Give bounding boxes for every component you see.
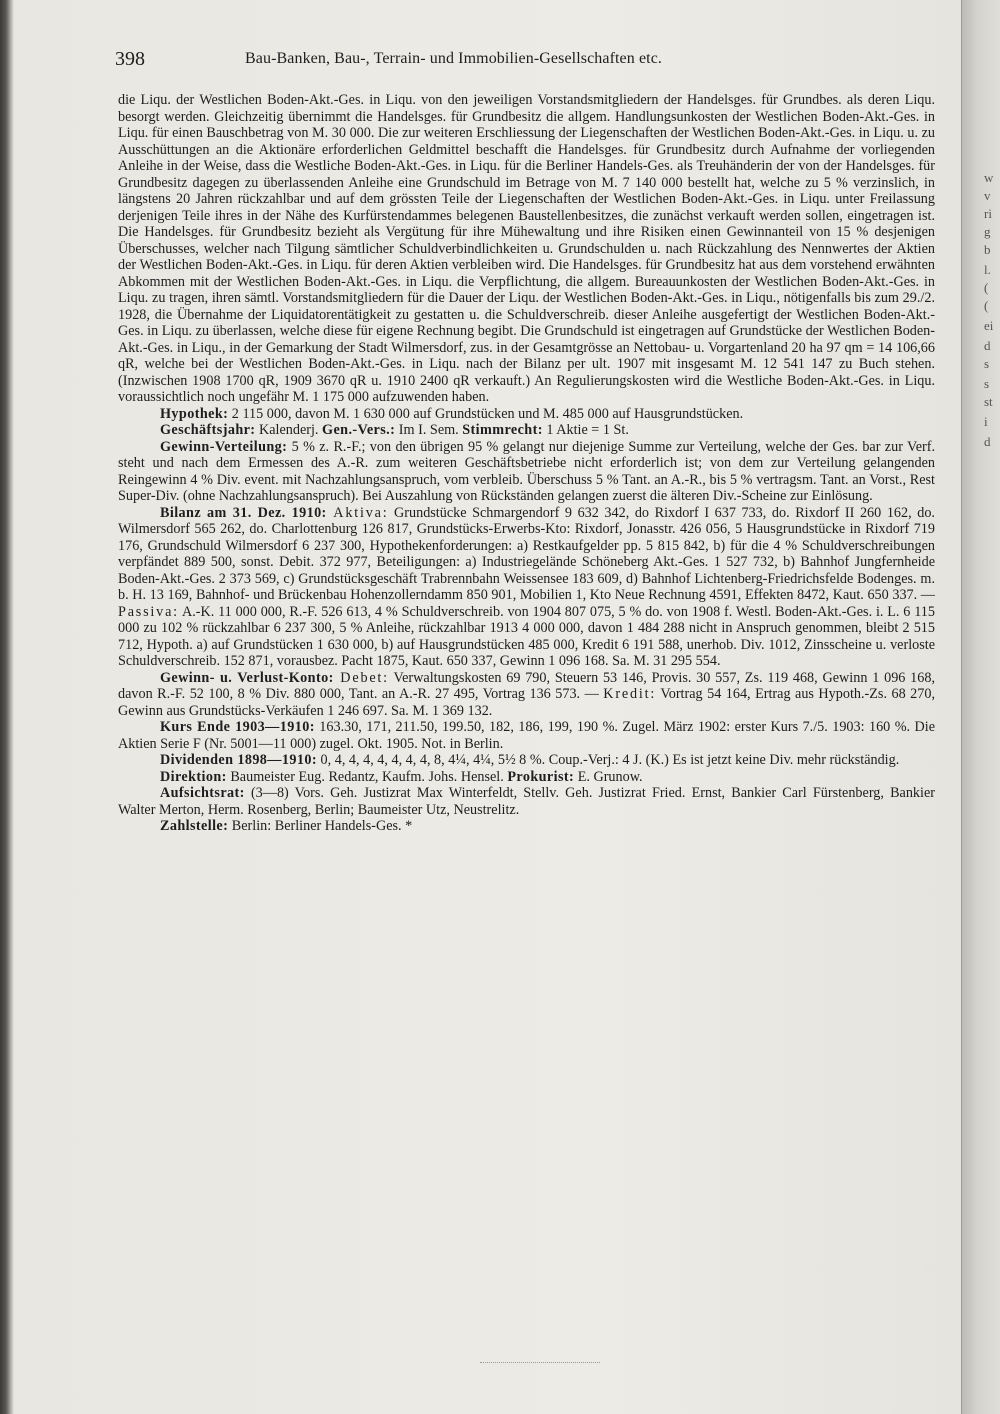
aktiva-text: Grundstücke Schmargendorf 9 632 342, do Rixdorf I 637 733, do. Rixdorf II 260 162, do. Wilmersdorf 565 262, do. Charlottenburg 126 817, Grundstücks-Erwerbs-Kto: Rixdorf, Jonasstr. 426 056, 5 Hausgrundstücke in Rixdorf 719 176, Grundschuld Wilmersdorf 6 237 300, Hypothekenforderungen: a) Restkaufgelder pp. 5 815 842, b) für die 4 % Schuldverschreibungen verpfändet 889 500, sonst. Debit. 372 977, Beteiligungen: a) Industriegelände Schöneberg Akt.-Ges. 1 527 732, b) Bahnhof Jungfernheide Boden-Akt.-Ges. 2 373 569, c) Grundstücksgeschäft Trabrennbahn Weissensee 183 609, d) Bahnhof Lichtenberg-Friedrichsfelde Bodenges. m. b. H. 13 169, Bahnhof- und Brückenbau Hohenzollerndamm 850 901, Mobilien 1, Kto Neue Rechnung 4591, Effekten 8472, Kaut. 650 337. — xyxy=(118,504,935,603)
debet-text: Verwaltungskosten 69 790, Steuern 53 146, Provis. 30 557, Zs. 119 468, Gewinn 1 096 168, davon R.-F. 52 100, 8 % Div. 880 000, Tant. an A.-R. 27 495, Vortrag 136 573. — xyxy=(118,669,936,702)
stimmrecht-text: 1 Aktie = 1 St. xyxy=(542,422,629,438)
dividenden-text: 0, 4, 4, 4, 4, 4, 4, 4, 8, 4¼, 4¼, 5½ 8 %. Coup.-Verj.: 4 J. (K.) Es ist jetzt keine Div. mehr rückständig. xyxy=(317,752,900,768)
bilanz-paragraph xyxy=(118,505,935,670)
kredit-label: Kredit: xyxy=(603,686,657,702)
bilanz-label: Bilanz am 31. Dez. 1910: xyxy=(160,504,327,521)
genvers-label: Gen.-Vers.: xyxy=(322,422,396,438)
margin-fragment: d xyxy=(984,434,991,449)
margin-fragment: st xyxy=(984,394,993,409)
page-header xyxy=(115,44,945,74)
geschaeftsjahr-label: Geschäftsjahr: xyxy=(160,422,256,438)
hypothek-label: Hypothek: xyxy=(160,405,229,422)
prokurist-label: Prokurist: xyxy=(507,768,575,785)
gewinn-verlust-label: Gewinn- u. Verlust-Konto: xyxy=(160,669,334,686)
kredit-text: Vortrag 54 164, Ertrag aus Hypoth.-Zs. 68 270, Gewinn aus Grundstücks-Verkäufen 1 246 697. Sa. M. 1 369 132. xyxy=(118,686,935,719)
adjacent-page-edge xyxy=(961,0,1000,1414)
margin-fragment: v xyxy=(984,188,991,203)
dividenden-label: Dividenden 1898—1910: xyxy=(160,752,317,768)
margin-fragment: g xyxy=(984,224,991,239)
zahlstelle-paragraph xyxy=(118,818,935,835)
kurs-text: 163.30, 171, 211.50, 199.50, 182, 186, 199, 190 %. Zugel. März 1902: erster Kurs 7./5. 1903: 160 %. Die Aktien Serie F (Nr. 5001—11 000) zugel. Okt. 1905. Not. in Berlin. xyxy=(118,719,935,752)
footer-dotted-rule xyxy=(480,1362,600,1364)
aufsichtsrat-text: (3—8) Vors. Geh. Justizrat Max Winterfeldt, Stellv. Geh. Justizrat Fried. Ernst, Bankier Carl Fürstenberg, Bankier Walter Merton, Herm. Rosenberg, Berlin; Baumeister Utz, Neustrelitz. xyxy=(118,785,935,818)
gewinn-verteilung-label: Gewinn-Verteilung: xyxy=(160,438,288,455)
hypothek-text: 2 115 000, davon M. 1 630 000 auf Grundstücken und M. 485 000 auf Hausgrundstücken. xyxy=(228,405,744,422)
margin-fragment: i xyxy=(984,414,988,429)
margin-fragment: ( xyxy=(984,280,989,295)
dividenden-paragraph xyxy=(118,752,935,769)
gewinn-verlust-paragraph xyxy=(118,670,935,720)
stimmrecht-label: Stimmrecht: xyxy=(462,422,543,438)
margin-fragment: w xyxy=(984,170,994,185)
margin-fragment: ei xyxy=(984,318,994,333)
prokurist-text: E. Grunow. xyxy=(574,768,643,785)
debet-label: Debet: xyxy=(333,669,389,686)
zahlstelle-label: Zahlstelle: xyxy=(160,818,229,834)
geschaeftsjahr-text: Kalenderj. xyxy=(255,422,323,438)
margin-fragment: s xyxy=(984,376,990,391)
aktiva-label: Aktiva: xyxy=(326,504,389,521)
margin-fragment: d xyxy=(984,338,991,353)
genvers-text: Im I. Sem. xyxy=(395,422,463,438)
page-number: 398 xyxy=(115,48,145,70)
direktion-text: Baumeister Eug. Redantz, Kaufm. Johs. Hensel. xyxy=(226,768,508,785)
margin-fragment: ( xyxy=(984,298,989,313)
liquidation-paragraph xyxy=(118,92,935,406)
page-body xyxy=(118,92,935,835)
aufsichtsrat-paragraph xyxy=(118,785,935,818)
margin-fragment: ri xyxy=(984,206,992,221)
aufsichtsrat-label: Aufsichtsrat: xyxy=(160,785,245,801)
passiva-text: A.-K. 11 000 000, R.-F. 526 613, 4 % Schuldverschreib. von 1904 807 075, 5 % do. von 1908 f. Westl. Boden-Akt.-Ges. i. L. 6 115 000 zu 102 % rückzahlbar 6 237 300, 5 % Anleihe, rückzahlbar 1913 4 000 000, davon 1 484 288 nicht in Anspruch genommen, bleibt 2 515 712, Hypoth. a) auf Grundstücken 1 630 000, b) auf Hausgrundstücken 485 000, Kredit 6 191 588, unerhob. Div. 1012, Zinsscheine u. verloste Schuldverschreib. 152 871, vorausbez. Pacht 1875, Kaut. 650 337, Gewinn 1 096 168. Sa. M. 31 295 554. xyxy=(118,603,935,669)
margin-fragment: s xyxy=(984,356,990,371)
hypothek-paragraph xyxy=(118,406,935,423)
gewinn-verteilung-paragraph xyxy=(118,439,935,505)
direktion-paragraph xyxy=(118,769,935,786)
kurs-paragraph xyxy=(118,719,935,752)
geschaeftsjahr-paragraph xyxy=(118,422,935,439)
kurs-label: Kurs Ende 1903—1910: xyxy=(160,719,315,735)
zahlstelle-text: Berlin: Berliner Handels-Ges. * xyxy=(228,818,413,834)
margin-fragment: b xyxy=(984,242,991,257)
passiva-label: Passiva: xyxy=(118,603,179,620)
liquidation-text: die Liqu. der Westlichen Boden-Akt.-Ges. in Liqu. von den jeweiligen Vorstandsmitgliedern der Handelsges. für Grundbes. als deren Liqu. besorgt werden. Gleichzeitig übernimmt die Handelsges. für Grundbesitz die allgem. Handlungsunkosten der Westlichen Boden-Akt.-Ges. in Liqu. für einen Bauschbetrag von M. 30 000. Die zur weiteren Erschliessung der Liegenschaften der Westlichen Boden-Akt.-Ges. in Liqu. u. zu Ausschüttungen an die Aktionäre erforderlichen Geldmittel beschafft die Handelsges. für Grundbesitz durch Aufnahme der vorliegenden Anleihe in der Weise, dass die Westliche Boden-Akt.-Ges. in Liqu. für die Berliner Handels-Ges. als Treuhänderin der von der Handelsges. für Grundbesitz dagegen zu überlassenden Anleihe eine Grundschuld im Betrage von M. 7 140 000 bestellt hat, welche zu 5 % verzinslich, in längstens 20 Jahren rückzahlbar und auf dem grössten Teile der Liegenschaften der Westlichen Boden-Akt.-Ges. in Liqu. unter Freilassung derjenigen Teile ihres in der Nähe des Kurfürstendammes belegenen Baustellenbesitzes, die zunächst verkauft werden sollen, eingetragen ist. Die Handelsges. für Grundbesitz bezieht als Vergütung für ihre Mühewaltung und ihre Risiken einen Gewinnanteil von 15 % desjenigen Überschusses, welcher nach Tilgung sämtlicher Schuldverbindlichkeiten u. Grundschulden u. nach Rückzahlung des Nennwertes der Aktien der Westlichen Boden-Akt.-Ges. in Liqu. für deren Aktien verbleiben wird. Die Handelsges. für Grundbesitz hat aus dem vorstehend erwähnten Abkommen mit der Westlichen Boden-Akt.-Ges. in Liqu. die Verpflichtung, die allgem. Bureauunkosten der Westlichen Boden-Akt.-Ges. in Liqu. zu tragen, ihren sämtl. Vorstandsmitgliedern für die Dauer der Liqu. der Westlichen Boden-Akt.-Ges. in Liqu., nötigenfalls bis zum 29./2. 1928, die Übernahme der Liquidatorentätigkeit zu gestatten u. die Schuldverschreib. dieser Anleihe ausgefertigt der Westlichen Boden-Akt.-Ges. in Liqu. zu überlassen, welche diese für eigene Rechnung begibt. Die Grundschuld ist eingetragen auf Grundstücke der Westlichen Boden-Akt.-Ges. in Liqu., in der Gemarkung der Stadt Wilmersdorf, zus. in der Gesamtgrösse an Nettobau- u. Vorgartenland 20 ha 97 qm = 14 106,66 qR, welche bei der Westlichen Boden-Akt.-Ges. in Liqu. nach der Bilanz per ult. 1907 mit insgesamt M. 12 541 147 zu Buch stehen. (Inzwischen 1908 1700 qR, 1909 3670 qR u. 1910 2400 qR verkauft.) An Regulierungskosten wird die Westliche Boden-Akt.-Ges. in Liqu. voraussichtlich noch ungefähr M. 1 175 000 aufzuwenden haben. xyxy=(118,92,935,405)
gewinn-verteilung-text: 5 % z. R.-F.; von den übrigen 95 % gelangt nur diejenige Summe zur Verteilung, welche der Ges. bar zur Verf. steht und nach dem Ermessen des A.-R. zum weiteren Geschäftsbetriebe nicht erforderlich ist; von dem zur Verteilung gelangenden Reingewinn 4 % Div. event. mit Nachzahlungsanspruch, vom verbleib. Überschuss 5 % Tant. an A.-R., bis 5 % vertragsm. Tant. an Vorst., Rest Super-Div. (ohne Nachzahlungsanspruch). Bei Auszahlung von Rückständen gelangen zuerst die älteren Div.-Scheine zur Einlösung. xyxy=(118,438,935,504)
direktion-label: Direktion: xyxy=(160,768,227,785)
margin-fragment: l. xyxy=(984,262,991,277)
running-title: Bau-Banken, Bau-, Terrain- und Immobilien-Gesellschaften etc. xyxy=(245,50,662,67)
